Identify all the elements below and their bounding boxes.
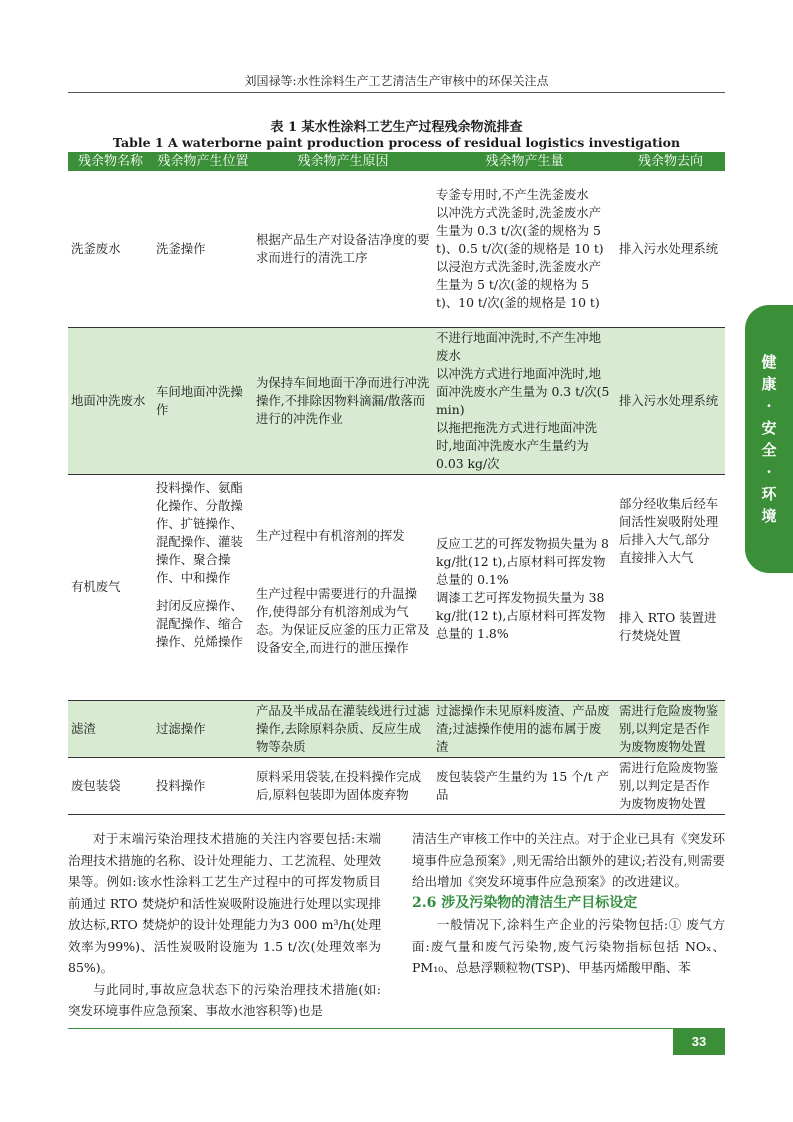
cell-amount: 废包装袋产生量约为 15 个/t 产品 [433, 757, 616, 814]
cell-reason: 原料采用袋装,在投料操作完成后,原料包装即为固体废弃物 [253, 757, 433, 814]
cell-reason: 产品及半成品在灌装线进行过滤操作,去除原料杂质、反应生成物等杂质 [253, 700, 433, 757]
cell-amount-b: 调漆工艺可挥发物损失量为 38 kg/批(12 t),占原材料可挥发物总量的 1.8% [436, 589, 606, 641]
cell-position-a: 投料操作、氨酯化操作、分散操作、扩链操作、混配操作、灌装操作、聚合操作、中和操作 [156, 479, 243, 585]
cell-name: 地面冲洗废水 [68, 327, 153, 474]
col-header-name: 残余物名称 [68, 152, 153, 171]
cell-amount: 专釜专用时,不产生洗釜废水 以冲洗方式洗釜时,洗釜废水产生量为 0.3 t/次(釜的规格为 5 t)、0.5 t/次(釜的规格是 10 t) 以浸泡方式洗釜时,洗釜废水产生量为 5 t/次(釜的规格为 5 t)、10 t/次(釜的规格是 10 t) [433, 171, 616, 327]
cell-amount: 过滤操作未见原料废渣、产品废渣;过滤操作使用的滤布属于废渣 [433, 700, 616, 757]
cell-reason-b: 生产过程中需要进行的升温操作,使得部分有机溶剂成为气态。为保证反应釜的压力正常及设备安全,而进行的泄压操作 [256, 585, 430, 655]
table-header-row [68, 152, 725, 171]
table-row [68, 700, 725, 757]
cell-destination-b: 排入 RTO 装置进行焚烧处置 [619, 609, 717, 643]
running-head: 刘国禄等:水性涂料生产工艺清洁生产审核中的环保关注点 [244, 74, 549, 88]
cell-position: 投料操作 [153, 757, 253, 814]
cell-position-b: 封闭反应操作、混配操作、缩合操作、兑烯操作 [156, 597, 243, 649]
cell-destination: 排入污水处理系统 [616, 171, 725, 327]
cell-position: 洗釜操作 [153, 171, 253, 327]
table-title-en: Table 1 A waterborne paint production process of residual logistics investigation [112, 135, 681, 150]
cell-name: 洗釜废水 [68, 171, 153, 327]
cell-amount [433, 474, 616, 700]
cell-amount: 不进行地面冲洗时,不产生冲地废水 以冲洗方式进行地面冲洗时,地面冲洗废水产生量为 0.3 t/次(5 min) 以拖把拖洗方式进行地面冲洗时,地面冲洗废水产生量约为 0.03 kg/次 [433, 327, 616, 474]
side-section-tab: 健 康 · 安 全 · 环 境 [745, 305, 793, 573]
cell-position [153, 474, 253, 700]
table-row [68, 327, 725, 474]
section-heading: 2.6 涉及污染物的清洁生产目标设定 [412, 894, 638, 911]
table-title-cn: 表 1 某水性涂料工艺生产过程残余物流排查 [270, 120, 523, 135]
paragraph: 与此同时,事故应急状态下的污染治理技术措施(如:突发环境事件应急预案、事故水池容积等)也是 [68, 981, 381, 1018]
cell-name: 废包装袋 [68, 757, 153, 814]
table-row [68, 474, 725, 700]
cell-name: 有机废气 [68, 474, 153, 700]
cell-destination: 排入污水处理系统 [616, 327, 725, 474]
cell-destination [616, 474, 725, 700]
cell-amount-a: 反应工艺的可挥发物损失量为 8 kg/批(12 t),占原材料可挥发物总量的 0.1% [436, 535, 609, 587]
cell-destination: 需进行危险废物鉴别,以判定是否作为废物废物处置 [616, 757, 725, 814]
cell-reason: 为保持车间地面干净而进行冲洗操作,不排除因物料滴漏/散落而进行的冲洗作业 [253, 327, 433, 474]
paragraph: 清洁生产审核工作中的关注点。对于企业已具有《突发环境事件应急预案》,则无需给出额外的建议;若没有,则需要给出增加《突发环境事件应急预案》的改进建议。 [412, 831, 725, 889]
table-row [68, 171, 725, 327]
cell-reason-a: 生产过程中有机溶剂的挥发 [256, 527, 405, 543]
header-rule [68, 92, 725, 93]
table-row [68, 757, 725, 814]
col-header-amount: 残余物产生量 [433, 152, 616, 171]
cell-destination-a: 部分经收集后经车间活性炭吸附处理后排入大气,部分直接排入大气 [619, 495, 719, 565]
col-header-position: 残余物产生位置 [153, 152, 253, 171]
cell-name: 滤渣 [68, 700, 153, 757]
cell-reason: 根据产品生产对设备洁净度的要求而进行的清洗工序 [253, 171, 433, 327]
cell-position: 过滤操作 [153, 700, 253, 757]
col-header-reason: 残余物产生原因 [253, 152, 433, 171]
residual-table [68, 152, 725, 815]
cell-destination: 需进行危险废物鉴别,以判定是否作为废物废物处置 [616, 700, 725, 757]
footer-rule [68, 1028, 725, 1029]
page-number: 33 [673, 1029, 725, 1055]
col-header-destination: 残余物去向 [616, 152, 725, 171]
paragraph: 一般情况下,涂料生产企业的污染物包括:① 废气方面:废气量和废气污染物,废气污染物指标包括 NOₓ、PM₁₀、总悬浮颗粒物(TSP)、甲基丙烯酸甲酯、苯 [412, 917, 725, 975]
paragraph: 对于末端污染治理技术措施的关注内容要包括:末端治理技术措施的名称、设计处理能力、工艺流程、处理效果等。例如:该水性涂料工艺生产过程中的可挥发物质目前通过 RTO 焚烧炉和活性炭吸附设施进行处理以实现排放达标,RTO 焚烧炉的设计处理能力为3 000 m³/h(处理效率为99%)、活性炭吸附设施为 1.5 t/次(处理效率为 85%)。 [68, 831, 381, 975]
body-right-column [412, 828, 725, 979]
cell-position: 车间地面冲洗操作 [153, 327, 253, 474]
cell-reason [253, 474, 433, 700]
body-left-column [68, 828, 381, 1022]
